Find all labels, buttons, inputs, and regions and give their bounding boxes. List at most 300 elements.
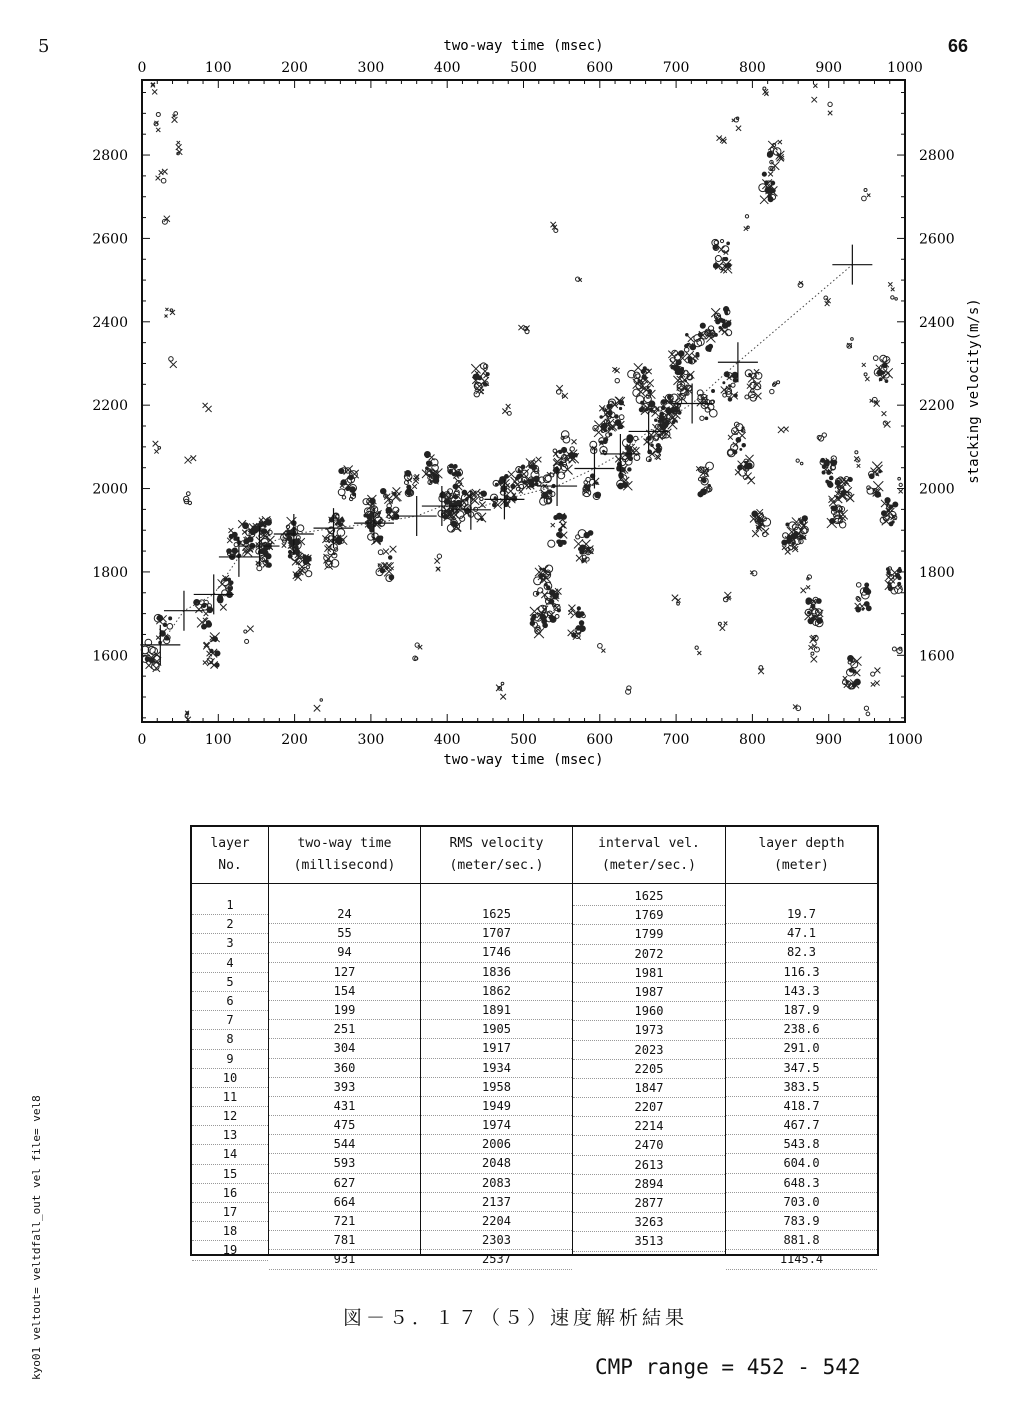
semblance-o-mark	[700, 416, 704, 420]
semblance-o-mark	[745, 395, 749, 399]
x-tick-label-top: 800	[739, 60, 766, 76]
semblance-o-mark	[169, 357, 173, 361]
semblance-o-mark	[615, 378, 619, 382]
plot-frame	[142, 80, 905, 722]
semblance-dot-mark	[705, 417, 709, 421]
semblance-dot-mark	[827, 482, 833, 488]
semblance-x-mark	[873, 481, 883, 491]
table-header-line1: interval vel.	[598, 836, 700, 851]
side-note: kyo01 veltout= veltdfall_out vel file= vel8	[30, 1095, 43, 1380]
semblance-dot-mark	[805, 597, 812, 604]
semblance-x-mark	[554, 604, 560, 610]
table-cell: 2470	[573, 1136, 725, 1155]
semblance-x-mark	[862, 363, 866, 367]
semblance-x-mark	[436, 567, 441, 572]
semblance-x-mark	[601, 649, 605, 653]
semblance-o-mark	[342, 496, 345, 499]
x-tick-label-bottom: 900	[815, 732, 843, 748]
semblance-o-mark	[897, 648, 902, 653]
table-cell: 431	[269, 1097, 420, 1116]
semblance-x-mark	[500, 694, 506, 700]
picked-velocity-cross	[832, 245, 872, 285]
semblance-dot-mark	[734, 393, 738, 397]
table-cell: 418.7	[726, 1097, 877, 1116]
semblance-dot-mark	[746, 463, 752, 469]
semblance-dot-mark	[647, 389, 652, 394]
semblance-dot-mark	[678, 350, 685, 357]
semblance-x-mark	[156, 128, 160, 132]
x-tick-label-bottom: 700	[662, 732, 690, 748]
semblance-dot-mark	[449, 464, 454, 469]
semblance-o-mark	[811, 652, 814, 655]
x-tick-label-bottom: 0	[137, 732, 147, 748]
table-cell: 2083	[421, 1174, 572, 1193]
x-axis-title-bottom: two-way time (msec)	[443, 752, 604, 768]
semblance-x-mark	[551, 523, 555, 527]
x-tick-label-bottom: 100	[204, 732, 232, 748]
semblance-o-mark	[507, 411, 511, 415]
semblance-x-mark	[764, 92, 768, 96]
semblance-x-mark	[722, 139, 727, 144]
y-tick-label-right: 2400	[919, 314, 955, 331]
semblance-dot-mark	[163, 623, 167, 627]
table-cell: 1973	[573, 1021, 725, 1040]
table-cell: 199	[269, 1001, 420, 1020]
x-tick-label-top: 300	[357, 60, 385, 76]
table-cell: 2205	[573, 1060, 725, 1079]
semblance-dot-mark	[627, 467, 631, 471]
semblance-o-mark	[548, 540, 555, 547]
semblance-dot-mark	[404, 470, 411, 477]
table-cell: 1917	[421, 1039, 572, 1058]
semblance-o-mark	[170, 309, 173, 312]
x-tick-label-bottom: 200	[281, 732, 308, 748]
table-cell: 13	[192, 1126, 268, 1145]
semblance-o-mark	[186, 492, 190, 496]
picked-velocity-cross	[274, 514, 314, 554]
table-header-line1: two-way time	[297, 836, 392, 851]
semblance-dot-mark	[822, 470, 826, 474]
semblance-dot-mark	[811, 616, 815, 620]
semblance-x-mark	[718, 246, 724, 252]
semblance-x-mark	[502, 409, 507, 414]
semblance-o-mark	[745, 215, 748, 218]
semblance-o-mark	[415, 657, 418, 660]
semblance-o-mark	[432, 464, 439, 471]
table-cell: 1847	[573, 1079, 725, 1098]
table-cell: 2137	[421, 1193, 572, 1212]
x-tick-label-bottom: 300	[357, 732, 385, 748]
semblance-o-mark	[306, 566, 309, 569]
semblance-o-mark	[851, 338, 854, 341]
semblance-dot-mark	[861, 608, 864, 611]
semblance-dot-mark	[260, 529, 263, 532]
semblance-o-mark	[899, 647, 902, 650]
table-cell: 14	[192, 1145, 268, 1164]
semblance-dot-mark	[303, 559, 309, 565]
table-cell: 593	[269, 1154, 420, 1173]
x-tick-label-top: 100	[204, 60, 232, 76]
semblance-dot-mark	[741, 429, 744, 432]
y-tick-label-left: 2600	[92, 231, 128, 248]
table-cell: 19.7	[726, 905, 877, 924]
semblance-dot-mark	[614, 414, 619, 419]
semblance-x-mark	[518, 325, 523, 330]
semblance-x-mark	[857, 464, 861, 468]
semblance-dot-mark	[483, 382, 488, 387]
semblance-o-mark	[814, 647, 819, 652]
semblance-x-mark	[724, 622, 728, 626]
table-cell: 2048	[421, 1154, 572, 1173]
semblance-o-mark	[862, 196, 867, 201]
semblance-o-mark	[297, 525, 304, 532]
semblance-dot-mark	[558, 533, 563, 538]
table-header	[192, 827, 268, 884]
semblance-x-mark	[556, 385, 562, 391]
y-tick-label-right: 2200	[919, 398, 955, 415]
semblance-x-mark	[247, 626, 253, 632]
semblance-o-mark	[619, 415, 624, 420]
table-cell: 2537	[421, 1250, 572, 1269]
semblance-dot-mark	[528, 478, 534, 484]
semblance-dot-mark	[739, 448, 742, 451]
table-cell: 304	[269, 1039, 420, 1058]
table-cell: 11	[192, 1088, 268, 1107]
semblance-o-mark	[800, 462, 803, 465]
semblance-o-mark	[257, 566, 262, 571]
table-cell: 8	[192, 1030, 268, 1049]
semblance-x-mark	[541, 606, 548, 613]
x-axis-title-top: two-way time (msec)	[443, 38, 604, 54]
table-header	[573, 827, 725, 884]
semblance-o-mark	[855, 451, 858, 454]
semblance-dot-mark	[879, 377, 883, 381]
table-cell: 55	[269, 924, 420, 943]
y-axis-title: stacking velocity(m/s)	[966, 298, 982, 484]
table-cell: 2894	[573, 1175, 725, 1194]
table-cell: 15	[192, 1165, 268, 1184]
picked-velocity-cross	[314, 508, 354, 548]
semblance-o-mark	[718, 622, 721, 625]
table-cell: 1934	[421, 1059, 572, 1078]
semblance-o-mark	[864, 373, 867, 376]
semblance-x-mark	[568, 610, 573, 615]
x-tick-label-bottom: 400	[433, 732, 461, 748]
semblance-x-mark	[508, 471, 515, 478]
semblance-o-mark	[892, 647, 896, 651]
semblance-dot-mark	[406, 484, 411, 489]
table-cell: 1905	[421, 1020, 572, 1039]
semblance-x-mark	[177, 141, 180, 144]
semblance-x-mark	[768, 141, 777, 150]
table-cell: 1	[192, 896, 268, 915]
semblance-dot-mark	[302, 554, 306, 558]
x-tick-label-top: 900	[815, 60, 843, 76]
semblance-dot-mark	[866, 605, 872, 611]
semblance-dot-mark	[217, 594, 223, 600]
semblance-x-mark	[292, 558, 299, 565]
semblance-x-mark	[203, 643, 210, 650]
table-cell: 82.3	[726, 943, 877, 962]
table-cell: 1862	[421, 982, 572, 1001]
table-header-line1: layer	[210, 836, 250, 851]
semblance-dot-mark	[648, 459, 651, 462]
semblance-x-mark	[744, 473, 751, 480]
semblance-x-mark	[390, 546, 397, 553]
semblance-dot-mark	[462, 490, 468, 496]
semblance-x-mark	[874, 680, 879, 685]
x-tick-label-top: 600	[586, 60, 614, 76]
semblance-x-mark	[806, 585, 810, 589]
semblance-x-mark	[874, 667, 880, 673]
semblance-dot-mark	[265, 519, 272, 526]
semblance-dot-mark	[531, 614, 536, 619]
semblance-dot-mark	[553, 467, 560, 474]
semblance-dot-mark	[619, 407, 622, 410]
semblance-x-mark	[434, 558, 439, 563]
semblance-dot-mark	[531, 464, 537, 470]
semblance-dot-mark	[452, 472, 456, 476]
velocity-function-line	[160, 265, 852, 645]
table-cell: 467.7	[726, 1116, 877, 1135]
table-cell: 4	[192, 954, 268, 973]
table-header	[726, 827, 877, 884]
semblance-x-mark	[736, 126, 741, 131]
semblance-x-mark	[156, 176, 161, 181]
table-cell: 12	[192, 1107, 268, 1126]
semblance-dot-mark	[561, 447, 567, 453]
semblance-x-mark	[688, 336, 694, 342]
semblance-x-mark	[634, 363, 643, 372]
table-cell: 2613	[573, 1156, 725, 1175]
table-cell: 251	[269, 1020, 420, 1039]
semblance-o-mark	[306, 571, 312, 577]
table-cell: 2877	[573, 1194, 725, 1213]
table-cell: 6	[192, 992, 268, 1011]
semblance-dot-mark	[711, 389, 715, 393]
semblance-dot-mark	[639, 407, 644, 412]
table-cell: 2023	[573, 1041, 725, 1060]
semblance-x-mark	[170, 361, 177, 368]
semblance-dot-mark	[748, 373, 751, 376]
semblance-dot-mark	[684, 344, 688, 348]
semblance-x-mark	[572, 439, 577, 444]
semblance-o-mark	[558, 472, 565, 479]
table-cell: 24	[269, 905, 420, 924]
semblance-dot-mark	[603, 437, 608, 442]
semblance-o-mark	[732, 428, 739, 435]
semblance-dot-mark	[726, 262, 732, 268]
semblance-x-mark	[195, 606, 202, 613]
semblance-o-mark	[535, 627, 541, 633]
table-cell: 881.8	[726, 1231, 877, 1250]
semblance-dot-mark	[898, 567, 901, 570]
semblance-x-mark	[811, 656, 818, 663]
table-cell: 9	[192, 1050, 268, 1069]
y-tick-label-right: 1600	[919, 648, 955, 665]
table-cell: 2006	[421, 1135, 572, 1154]
table-cell: 94	[269, 943, 420, 962]
semblance-o-mark	[695, 646, 698, 649]
semblance-o-mark	[759, 666, 763, 670]
semblance-x-mark	[162, 169, 168, 175]
semblance-dot-mark	[733, 378, 738, 383]
semblance-x-mark	[156, 636, 160, 640]
y-tick-label-right: 2600	[919, 231, 955, 248]
table-cell: 1949	[421, 1097, 572, 1116]
semblance-dot-mark	[714, 333, 718, 337]
semblance-dot-mark	[556, 513, 563, 520]
semblance-o-mark	[519, 484, 523, 488]
semblance-o-mark	[582, 555, 586, 559]
semblance-o-mark	[709, 409, 717, 417]
semblance-o-mark	[828, 102, 832, 106]
semblance-o-mark	[501, 682, 504, 685]
table-cell: 291.0	[726, 1039, 877, 1058]
semblance-o-mark	[437, 554, 441, 558]
semblance-dot-mark	[869, 473, 875, 479]
table-cell: 347.5	[726, 1059, 877, 1078]
semblance-o-mark	[856, 583, 861, 588]
semblance-x-mark	[220, 604, 226, 610]
semblance-dot-mark	[650, 444, 654, 448]
semblance-dot-mark	[380, 488, 386, 494]
x-tick-label-bottom: 600	[586, 732, 614, 748]
semblance-x-mark	[205, 406, 211, 412]
y-tick-label-left: 1800	[92, 564, 128, 581]
table-cell: 604.0	[726, 1154, 877, 1173]
semblance-o-mark	[714, 240, 718, 244]
semblance-x-mark	[828, 111, 832, 115]
semblance-dot-mark	[685, 333, 689, 337]
table-cell: 3	[192, 934, 268, 953]
semblance-x-mark	[752, 530, 759, 537]
semblance-o-mark	[161, 178, 166, 183]
semblance-dot-mark	[168, 616, 172, 620]
table-cell: 19	[192, 1241, 268, 1260]
semblance-dot-mark	[580, 611, 585, 616]
semblance-dot-mark	[829, 476, 834, 481]
table-cell: 238.6	[726, 1020, 877, 1039]
semblance-x-mark	[207, 658, 215, 666]
semblance-dot-mark	[885, 499, 888, 502]
semblance-x-mark	[506, 404, 511, 409]
semblance-x-mark	[282, 543, 286, 547]
table-cell: 3263	[573, 1213, 725, 1232]
semblance-dot-mark	[701, 324, 705, 328]
table-header-line2: No.	[218, 858, 242, 873]
table-cell: 648.3	[726, 1174, 877, 1193]
semblance-dot-mark	[536, 592, 539, 595]
table-cell: 544	[269, 1135, 420, 1154]
semblance-o-mark	[636, 396, 644, 404]
y-tick-label-left: 1600	[92, 648, 128, 665]
semblance-dot-mark	[655, 447, 661, 453]
semblance-o-mark	[864, 706, 868, 710]
semblance-dot-mark	[495, 483, 498, 486]
semblance-o-mark	[677, 602, 680, 605]
table-cell: 1625	[573, 887, 725, 906]
semblance-o-mark	[561, 431, 569, 439]
semblance-dot-mark	[781, 539, 787, 545]
semblance-o-mark	[822, 433, 826, 437]
table-cell: 18	[192, 1222, 268, 1241]
semblance-o-mark	[715, 256, 721, 262]
table-header-line2: (millisecond)	[293, 858, 396, 873]
table-cell: 127	[269, 963, 420, 982]
y-tick-label-right: 2800	[919, 148, 955, 165]
semblance-x-mark	[172, 117, 178, 123]
table-cell: 1799	[573, 925, 725, 944]
semblance-x-mark	[728, 435, 733, 440]
table-cell: 721	[269, 1212, 420, 1231]
semblance-dot-mark	[708, 349, 711, 352]
semblance-dot-mark	[577, 606, 581, 610]
semblance-dot-mark	[579, 545, 586, 552]
semblance-x-mark	[672, 595, 678, 601]
semblance-dot-mark	[406, 489, 412, 495]
semblance-dot-mark	[722, 381, 725, 384]
table-cell: 1891	[421, 1001, 572, 1020]
semblance-dot-mark	[654, 418, 657, 421]
table-cell: 7	[192, 1011, 268, 1030]
table-cell: 17	[192, 1203, 268, 1222]
table-cell: 187.9	[726, 1001, 877, 1020]
table-header-line2: (meter/sec.)	[449, 858, 544, 873]
semblance-dot-mark	[670, 365, 675, 370]
semblance-x-mark	[871, 682, 875, 686]
semblance-o-mark	[480, 497, 483, 500]
semblance-x-mark	[760, 196, 768, 204]
semblance-dot-mark	[679, 393, 682, 396]
table-cell: 2207	[573, 1098, 725, 1117]
semblance-x-mark	[801, 588, 807, 594]
semblance-dot-mark	[622, 482, 628, 488]
semblance-dot-mark	[726, 242, 730, 246]
semblance-x-mark	[207, 651, 212, 656]
figure-caption: 図－５．１７（５）速度解析結果	[343, 1307, 689, 1329]
semblance-dot-mark	[892, 501, 898, 507]
semblance-dot-mark	[228, 586, 233, 591]
table-cell: 154	[269, 982, 420, 1001]
semblance-dot-mark	[728, 397, 733, 402]
semblance-x-mark	[159, 170, 164, 175]
semblance-dot-mark	[694, 360, 697, 363]
semblance-dot-mark	[602, 450, 605, 453]
semblance-dot-mark	[455, 471, 461, 477]
y-tick-label-right: 1800	[919, 564, 955, 581]
table-column-layer-depth	[726, 827, 877, 1267]
semblance-dot-mark	[377, 511, 381, 515]
table-cell: 1987	[573, 983, 725, 1002]
semblance-x-mark	[562, 393, 568, 399]
semblance-o-mark	[728, 450, 733, 455]
y-tick-label-left: 2800	[92, 148, 128, 165]
semblance-dot-mark	[562, 540, 567, 545]
semblance-x-mark	[392, 491, 402, 501]
semblance-dot-mark	[201, 603, 206, 608]
table-column-rms-velocity	[421, 827, 573, 1267]
semblance-x-mark	[899, 489, 903, 493]
semblance-o-mark	[244, 630, 247, 633]
y-tick-label-left: 2000	[92, 481, 128, 498]
semblance-o-mark	[777, 381, 780, 384]
semblance-x-mark	[747, 477, 754, 484]
cmp-range: CMP range = 452 - 542	[595, 1355, 861, 1379]
semblance-x-mark	[739, 432, 746, 439]
table-cell: 1974	[421, 1116, 572, 1135]
semblance-dot-mark	[352, 492, 356, 496]
